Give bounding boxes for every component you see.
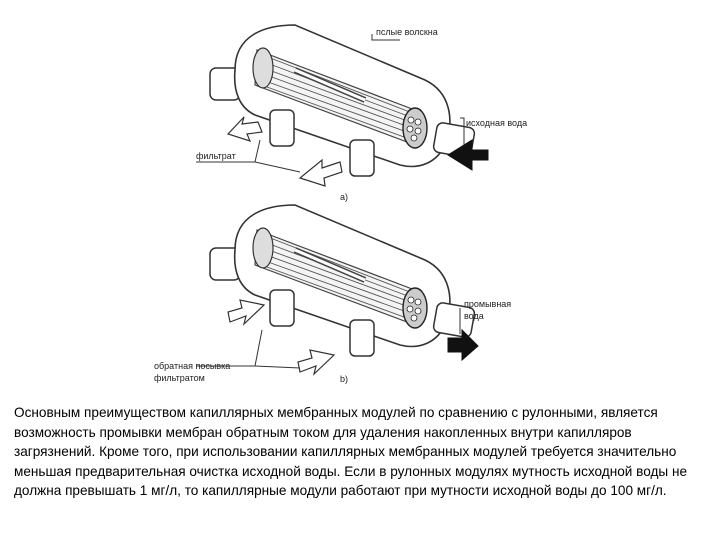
filtrate-arrow-down bbox=[300, 160, 342, 186]
label-backwash-line1: обратная посывка bbox=[154, 361, 231, 371]
sublabel-b: b) bbox=[340, 374, 349, 384]
body-paragraph: Основным преимуществом капиллярных мембранных модулей по сравнению с рулонными, является возможность промывки мембран обратным током для удаления накопленных внутри капилляров загрязнений. Кроме того, при использовании капиллярных мембранных модулей требуется значительно меньшая предварительная очистка исходной воды. Если в рулонных модулях мутность исходной воды не должна превышать 1 мг/л, то капиллярные модули работают при мутности исходной воды до 100 мг/л. bbox=[14, 405, 688, 499]
label-wash-water-line1: промывная bbox=[464, 299, 512, 309]
label-filtrate: фильтрат bbox=[196, 151, 236, 161]
label-source-water: исходная вода bbox=[466, 118, 528, 128]
module-b-drawing bbox=[210, 205, 475, 356]
module-a-drawing bbox=[210, 25, 475, 176]
label-fibers: пслые волскна bbox=[376, 27, 438, 37]
sublabel-a: a) bbox=[340, 192, 349, 202]
label-backwash-line2: фильтратом bbox=[154, 373, 205, 383]
backwash-arrow-in-right bbox=[298, 350, 334, 374]
backwash-arrow-in-left bbox=[228, 300, 264, 324]
filtrate-arrow-left bbox=[228, 117, 262, 141]
label-wash-water-line2: вода bbox=[464, 311, 484, 321]
